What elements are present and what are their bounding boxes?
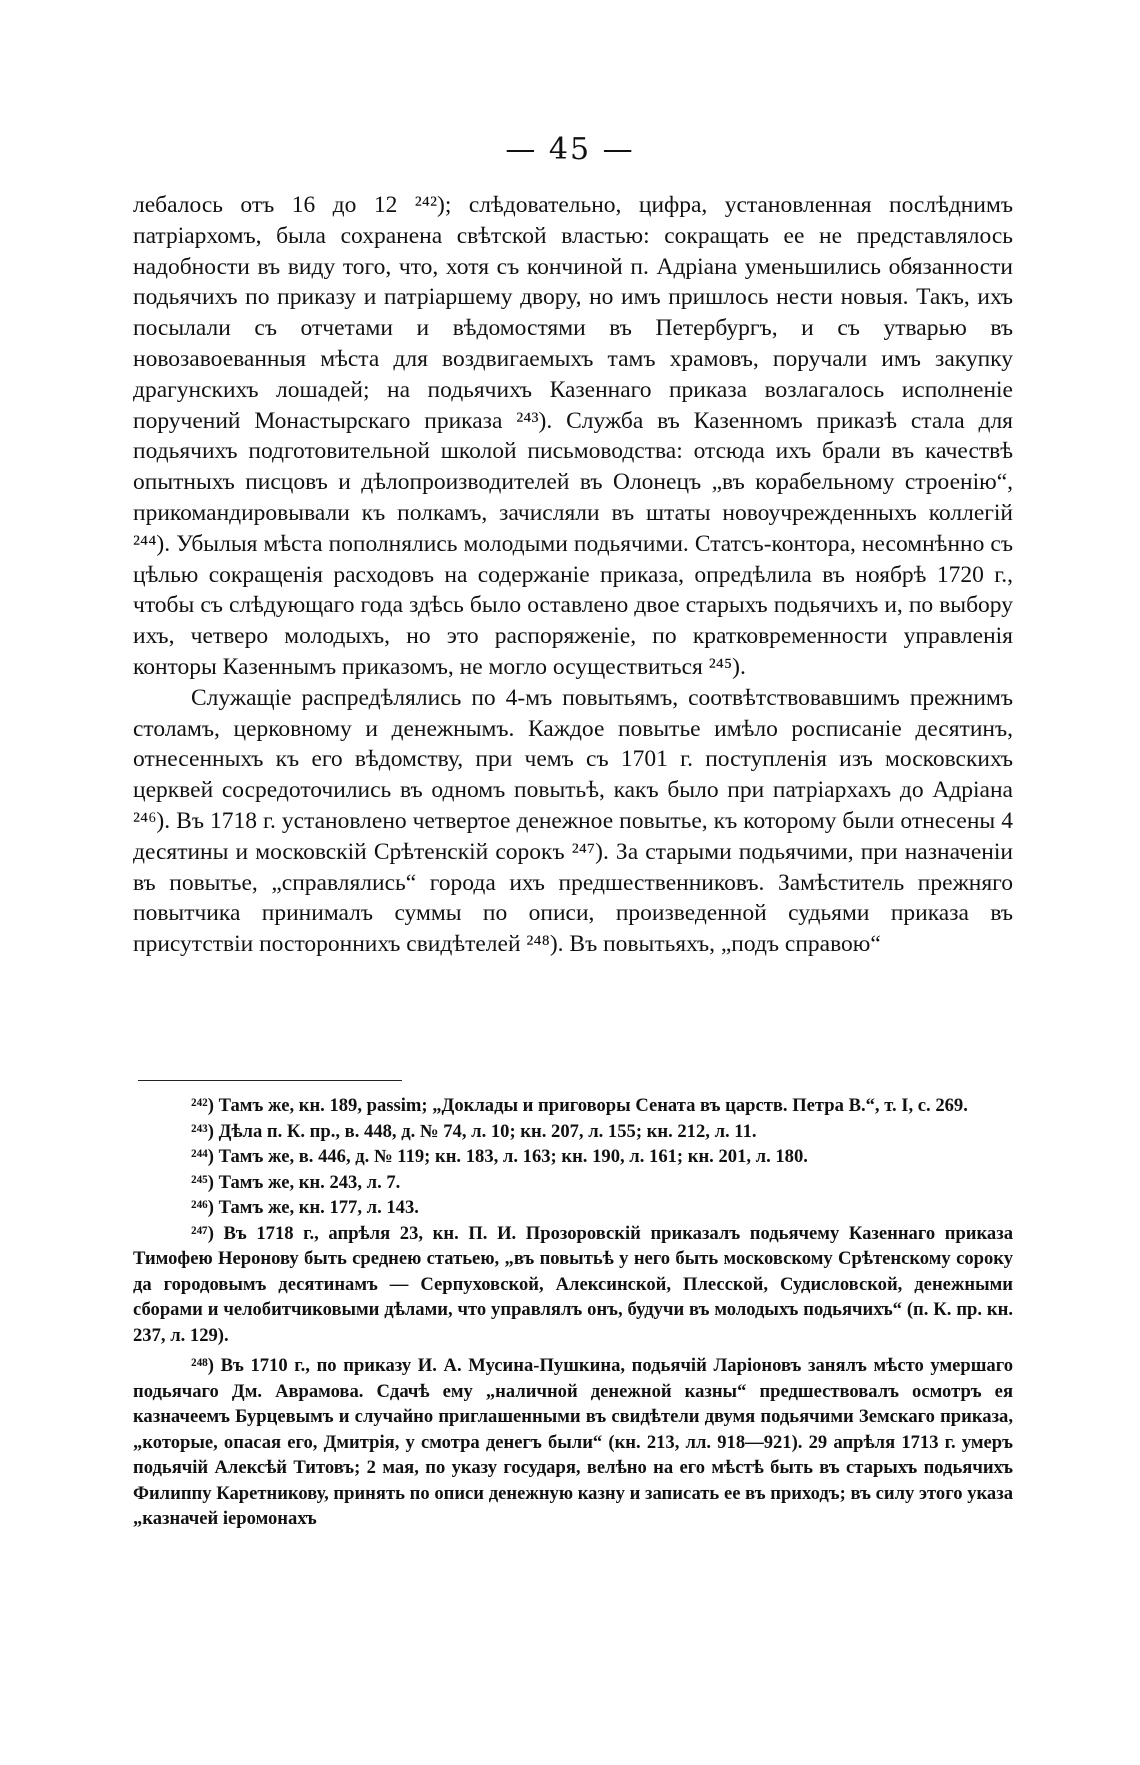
footnote: ²⁴⁸) Въ 1710 г., по приказу И. А. Мусина-Пушкина, подьячій Ларіоновъ занялъ мѣсто умершаго подьячаго Дм. Аврамова. Сдачѣ ему „наличной денежной казны“ предшествовалъ осмотръ ея казначеемъ Бурцевымъ и случайно приглашенными въ свидѣтели двумя подьячими Земскаго приказа, „которые, опасая его, Дмитрія, у смотра денегъ были“ (кн. 213, лл. 918—921). 29 апрѣля 1713 г. умеръ подьячій Алексѣй Титовъ; 2 мая, по указу государя, велѣно на его мѣстѣ быть въ старыхъ подьячихъ Филиппу Каретникову, принять по описи денежную казну и записать ее въ приходъ; въ силу этого указа „казначей іеромонахъ bbox=[133, 1355, 1013, 1529]
footnote-separator bbox=[138, 1080, 402, 1081]
body-paragraph: лебалось отъ 16 до 12 ²⁴²); слѣдовательно, цифра, установленная послѣднимъ патріархомъ, была сохранена свѣтской властью: сокращать ее не представлялось надобности въ виду того, что, хотя съ кончиной п. Адріана уменьшились обязанности подьячихъ по приказу и патріаршему двору, но имъ пришлось нести новыя. Такъ, ихъ посылали съ отчетами и вѣдомостями въ Петербургъ, и съ утварью въ новозавоеванныя мѣста для воздвигаемыхъ тамъ храмовъ, поручали имъ закупку драгунскихъ лошадей; на подьячихъ Казеннаго приказа возлагалось исполненіе поручений Монастырскаго приказа ²⁴³). Служба въ Казенномъ приказѣ стала для подьячихъ подготовительной школой письмоводства: отсюда ихъ брали въ качествѣ опытныхъ писцовъ и дѣлопроизводителей въ Олонецъ „въ корабельному строенію“, прикомандировывали къ полкамъ, зачисляли въ штаты новоучрежденныхъ коллегій ²⁴⁴). Убылыя мѣста пополнялись молодыми подьячими. Статсъ-контора, несомнѣнно съ цѣлью сокращенія расходовъ на содержаніе приказа, опредѣлила въ ноябрѣ 1720 г., чтобы съ слѣдующаго года здѣсь было оставлено двое старыхъ подьячихъ и, по выбору ихъ, четверо молодыхъ, но это распоряженіе, по кратковременности управленія конторы Казеннымъ приказомъ, не могло осуществиться ²⁴⁵). bbox=[133, 192, 1013, 680]
footnote: ²⁴⁷) Въ 1718 г., апрѣля 23, кн. П. И. Прозоровскій приказалъ подьячему Казеннаго приказа Тимофею Неронову быть среднею статьею, „въ повытьѣ у него быть московскому Срѣтенскому сороку да городовымъ десятинамъ — Серпуховской, Алексинской, Плесской, Судисловской, денежными сборами и челобитчиковыми дѣлами, что управлялъ онъ, будучи въ молодыхъ подьячихъ“ (п. К. пр. кн. 237, л. 129). bbox=[133, 1222, 1013, 1346]
main-text bbox=[133, 190, 1013, 960]
footnotes bbox=[133, 1093, 1013, 1532]
body-paragraph: Служащіе распредѣлялись по 4-мъ повытьямъ, соотвѣтствовавшимъ прежнимъ столамъ, церковному и денежнымъ. Каждое повытье имѣло росписаніе десятинъ, отнесенныхъ къ его вѣдомству, при чемъ съ 1701 г. поступленія изъ московскихъ церквей сосредоточились въ одномъ повытьѣ, какъ было при патріархахъ до Адріана ²⁴⁶). Въ 1718 г. установлено четвертое денежное повытье, къ которому были отнесены 4 десятины и московскій Срѣтенскій сорокъ ²⁴⁷). За старыми подьячими, при назначеніи въ повытье, „справлялись“ города ихъ предшественниковъ. Замѣститель прежняго повытчика принималъ суммы по описи, произведенной судьями приказа въ присутствіи постороннихъ свидѣтелей ²⁴⁸). Въ повытьяхъ, „подъ справою“ bbox=[133, 684, 1013, 958]
page-number: — 45 — bbox=[505, 132, 635, 167]
footnote: ²⁴⁶) Тамъ же, кн. 177, л. 143. bbox=[191, 1197, 419, 1218]
footnote: ²⁴⁴) Тамъ же, в. 446, д. № 119; кн. 183, л. 163; кн. 190, л. 161; кн. 201, л. 180. bbox=[191, 1146, 808, 1167]
footnote: ²⁴³) Дѣла п. К. пр., в. 448, д. № 74, л. 10; кн. 207, л. 155; кн. 212, л. 11. bbox=[191, 1120, 757, 1142]
footnote: ²⁴⁵) Тамъ же, кн. 243, л. 7. bbox=[191, 1171, 401, 1193]
footnote: ²⁴²) Тамъ же, кн. 189, passim; „Доклады и приговоры Сената въ царств. Петра В.“, т. I, с. 269. bbox=[191, 1095, 968, 1116]
